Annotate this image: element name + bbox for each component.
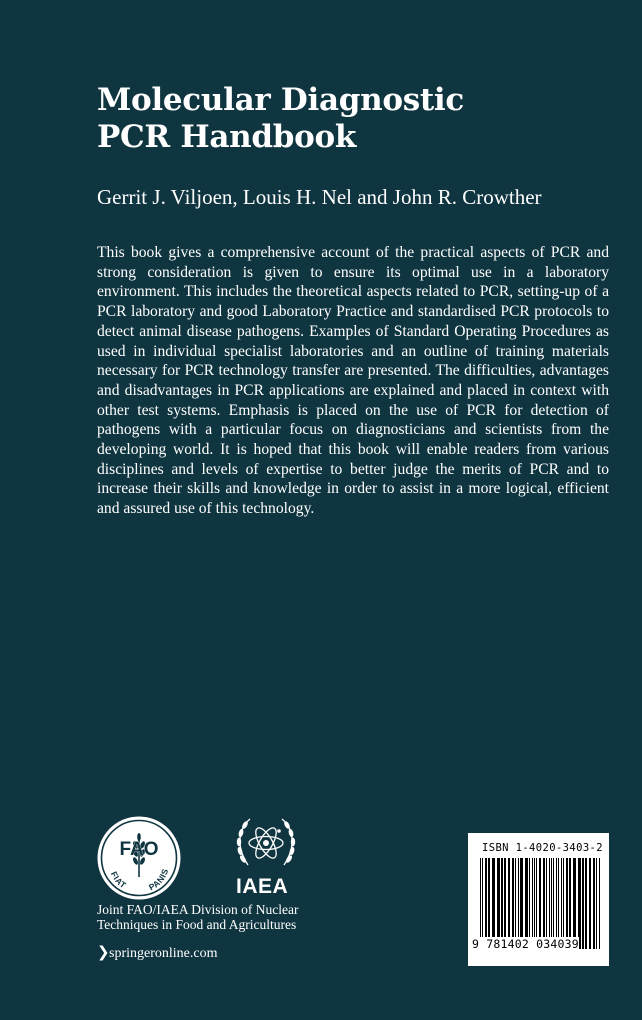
barcode-bar <box>596 858 597 949</box>
barcode-bar <box>585 858 587 949</box>
isbn-barcode <box>468 833 609 966</box>
barcode-number: 9 781402 034039 <box>472 937 579 951</box>
barcode-bar <box>492 858 495 949</box>
barcode-bar <box>520 858 523 949</box>
barcode-bar <box>497 858 500 949</box>
barcode-bar <box>488 858 490 949</box>
barcode-bar <box>480 858 481 949</box>
fao-motto-right: PANIS <box>147 866 171 893</box>
chevron-right-icon: ❯ <box>97 943 110 961</box>
barcode-bar <box>536 858 537 949</box>
barcode-bar <box>518 858 519 949</box>
barcode-bar <box>561 858 562 949</box>
barcode-bar <box>551 858 552 949</box>
barcode-bar <box>589 858 591 949</box>
barcode-bar <box>558 858 559 949</box>
division-line-1: Joint FAO/IAEA Division of Nuclear <box>97 902 299 917</box>
barcode-bar <box>504 858 506 949</box>
barcode-bar <box>563 858 564 949</box>
barcode-bar <box>532 858 533 949</box>
barcode-bar <box>566 858 568 949</box>
fao-motto-left: FIAT <box>108 869 129 891</box>
iaea-logo-text: IAEA <box>236 875 289 898</box>
barcode-bar <box>485 858 487 949</box>
barcode-bar <box>573 858 576 949</box>
title-line-1: Molecular Diagnostic <box>97 82 464 118</box>
fao-logo-text: FAO <box>119 839 159 860</box>
barcode-bar <box>482 858 483 949</box>
barcode-bar <box>508 858 510 949</box>
barcode-bar <box>582 858 584 949</box>
iaea-atom-laurel-icon <box>228 815 304 877</box>
barcode-bar <box>593 858 595 949</box>
barcode-bar <box>525 858 528 949</box>
barcode-bars <box>478 858 602 949</box>
barcode-bar <box>553 858 554 949</box>
barcode-bar <box>534 858 535 949</box>
publisher-website-link[interactable] <box>97 943 217 963</box>
book-description: This book gives a comprehensive account of the practical aspects of PCR and strong consideration is given to ensure its optimal use in a laboratory environment. This includes the theoretical aspects related to PCR, setting-up of a PCR laboratory and good Laboratory Practice and standardised PCR protocols to detect animal disease pathogens. Examples of Standard Operating Procedures as used in individual specialist laboratories and an outline of training materials necessary for PCR technology transfer are presented. The difficulties, advantages and disadvantages in PCR applications are explained and placed in context with other test systems. Emphasis is placed on the use of PCR for detection of pathogens with a particular focus on diagnosticians and scientists from the developing world. It is hoped that this book will enable readers from various disciplines and levels of expertise to better judge the merits of PCR and to increase their skills and knowledge in order to assist in a more logical, efficient and assured use of this technology. <box>97 244 609 518</box>
book-title <box>97 82 577 156</box>
barcode-bar <box>556 858 557 949</box>
barcode-bar <box>549 858 550 949</box>
barcode-bar <box>501 858 503 949</box>
publisher-website-text: springeronline.com <box>109 946 218 961</box>
barcode-bar <box>578 858 581 949</box>
barcode-bar <box>543 858 545 949</box>
title-line-2: PCR Handbook <box>97 119 357 155</box>
barcode-bar <box>569 858 571 949</box>
joint-division-text <box>97 902 298 932</box>
isbn-label: ISBN 1-4020-3403-2 <box>482 842 603 854</box>
barcode-bar <box>529 858 530 949</box>
barcode-bar <box>599 858 600 949</box>
division-line-2: Techniques in Food and Agricultures <box>97 917 297 932</box>
barcode-bar <box>546 858 547 949</box>
fao-wheat-emblem-icon <box>96 815 182 901</box>
barcode-bar <box>539 858 541 949</box>
barcode-bar <box>512 858 514 949</box>
barcode-bar <box>515 858 516 949</box>
authors: Gerrit J. Viljoen, Louis H. Nel and John R. Crowther <box>97 185 542 209</box>
